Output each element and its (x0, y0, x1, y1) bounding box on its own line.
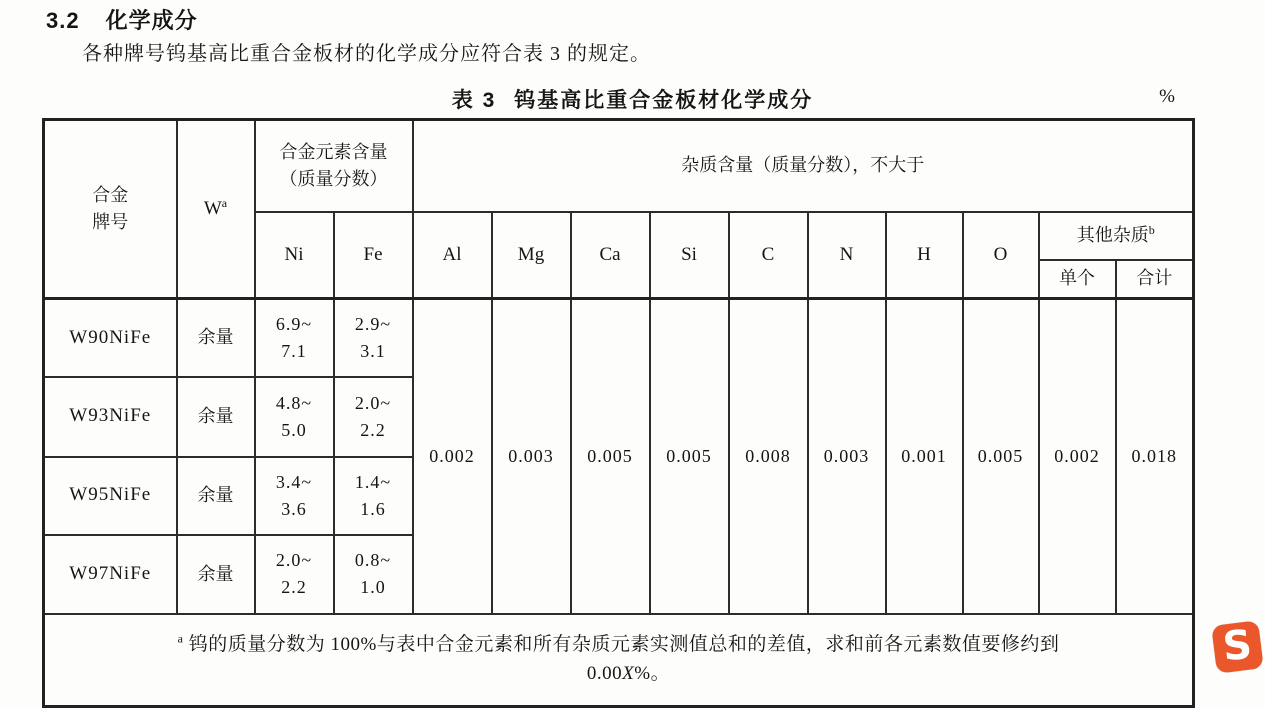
cell-ni-range (255, 299, 334, 377)
fe-range-max: 3.1 (360, 340, 386, 361)
cell-fe-range (334, 535, 413, 614)
ni-range-min: 6.9~ (275, 313, 313, 334)
footnote-line2-x: X (622, 662, 635, 684)
ni-range-min: 2.0~ (275, 550, 313, 570)
cell-impurity-al: 0.002 (413, 299, 492, 614)
table-caption-row (0, 84, 1265, 110)
header-row-1 (44, 120, 1194, 212)
cell-impurity-n: 0.003 (808, 299, 886, 614)
header-alloy-elements-line1: 合金元素含量 (279, 141, 388, 162)
table-label: 表 3 (451, 89, 497, 112)
cell-w-balance: 余量 (177, 457, 255, 535)
header-impurity-group: 杂质含量（质量分数），不大于 (413, 120, 1194, 212)
cell-fe-range (334, 457, 413, 535)
footnote-superscript-a: a (177, 631, 184, 646)
header-al: Al (413, 212, 492, 299)
cell-grade: W95NiFe (44, 457, 177, 535)
intro-paragraph: 各种牌号钨基高比重合金板材的化学成分应符合表 3 的规定。 (82, 43, 651, 65)
header-alloy-elements-group (255, 120, 413, 212)
cell-ni-range (255, 457, 334, 535)
cell-w-balance: 余量 (177, 377, 255, 457)
fe-range-min: 2.9~ (354, 313, 392, 334)
cell-w-balance: 余量 (177, 535, 255, 614)
header-other-total: 合计 (1116, 260, 1194, 299)
footnote-line2-post: %。 (634, 662, 671, 684)
cell-impurity-si: 0.005 (650, 299, 729, 614)
header-other-impurities-label: 其他杂质 (1076, 225, 1149, 245)
cell-fe-range (334, 377, 413, 457)
table-caption (0, 84, 1265, 114)
section-number: 3.2 (46, 8, 80, 33)
cell-grade: W97NiFe (44, 535, 177, 614)
fe-range-max: 1.0 (360, 577, 386, 597)
fe-range-min: 2.0~ (354, 392, 392, 413)
footnote-line2 (45, 660, 1192, 689)
footnote-row (44, 614, 1194, 707)
header-w-superscript: a (221, 195, 228, 210)
ni-range-max: 3.6 (281, 498, 307, 519)
header-alloy-grade-line1: 合金 (92, 185, 129, 205)
cell-grade: W93NiFe (44, 377, 177, 457)
header-si: Si (650, 212, 729, 299)
cell-impurity-h: 0.001 (886, 299, 963, 614)
header-alloy-grade (44, 120, 177, 299)
table-title: 钨基高比重合金板材化学成分 (514, 89, 814, 112)
header-o: O (963, 212, 1039, 299)
ni-range-max: 2.2 (281, 577, 307, 597)
ni-range-min: 4.8~ (275, 392, 313, 413)
scanner-watermark-logo (1211, 620, 1263, 673)
cell-impurity-ca: 0.005 (571, 299, 650, 614)
footnote-line1 (45, 631, 1192, 660)
cell-impurity-o: 0.005 (963, 299, 1039, 614)
cell-impurity-c: 0.008 (729, 299, 808, 614)
cell-ni-range (255, 535, 334, 614)
ni-range-max: 7.1 (281, 340, 307, 361)
cell-impurity-total: 0.018 (1116, 299, 1194, 614)
fe-range-min: 0.8~ (354, 550, 392, 570)
footnote-text: 钨的质量分数为 100%与表中合金元素和所有杂质元素实测值总和的差值，求和前各元素数值要修约到 (188, 634, 1060, 656)
header-other-impurities-superscript: b (1148, 223, 1155, 237)
header-h: H (886, 212, 963, 299)
header-ca: Ca (571, 212, 650, 299)
ni-range-min: 3.4~ (275, 471, 313, 492)
header-other-impurities (1039, 212, 1194, 260)
header-ni: Ni (255, 212, 334, 299)
header-c: C (729, 212, 808, 299)
table-footnote (44, 614, 1194, 707)
cell-impurity-mg: 0.003 (492, 299, 571, 614)
table-row (44, 299, 1194, 377)
cell-grade: W90NiFe (44, 299, 177, 377)
header-other-single: 单个 (1039, 260, 1116, 299)
footnote-line2-pre: 0.00 (586, 662, 623, 684)
header-w-symbol: W (203, 197, 222, 219)
section-title: 化学成分 (105, 8, 198, 33)
cell-ni-range (255, 377, 334, 457)
logo-letter: S (1221, 621, 1254, 671)
composition-table (42, 118, 1195, 708)
fe-range-min: 1.4~ (354, 471, 392, 492)
fe-range-max: 2.2 (360, 419, 386, 440)
header-w (177, 120, 255, 299)
ni-range-max: 5.0 (281, 419, 307, 440)
header-n: N (808, 212, 886, 299)
header-alloy-elements-line2: （质量分数） (279, 168, 388, 189)
section-heading (46, 4, 198, 35)
cell-w-balance: 余量 (177, 299, 255, 377)
header-alloy-grade-line2: 牌号 (92, 212, 129, 232)
cell-impurity-single: 0.002 (1039, 299, 1116, 614)
header-fe: Fe (334, 212, 413, 299)
unit-percent: % (1159, 86, 1175, 107)
cell-fe-range (334, 299, 413, 377)
header-mg: Mg (492, 212, 571, 299)
fe-range-max: 1.6 (360, 498, 386, 519)
